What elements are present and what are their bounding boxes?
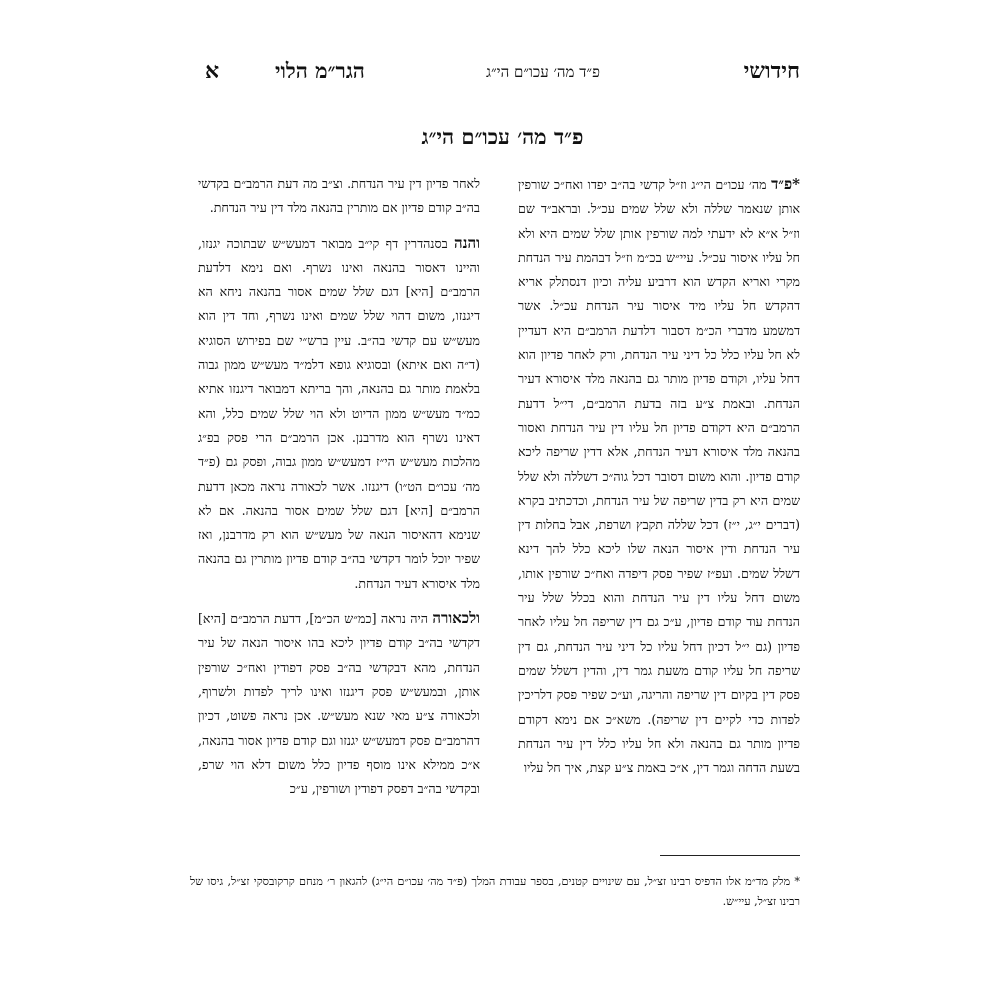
paragraph-text: לאחר פדיון דין עיר הנדחת. וצ״ב מה דעת הרמב״ם בקדשי בה״ב קודם פדיון אם מותרין בהנאה מלד דין עיר הנדחת. <box>198 176 480 216</box>
running-head-book-title: חידושי <box>743 58 800 84</box>
paragraph-text: בסנהדרין דף קי״ב מבואר דמעש״ש שבתוכה יגנזו, והיינו דאסור בהנאה ואינו נשרף. ואם נימא דלדעת הרמב״ם [היא] דגם שלל שמים אסור בהנאה ניחא הא דיגנזו, משום דהוי שלל שמים ואינו נשרף, וחד דין הוא מעש״ש עם קדשי בה״ב. עיין ברש״י שם בפירוש הסוגיא (ד״ה ואם איתא) ובסוגיא גופא דלמ״ד מעש״ש ממון גבוה בלאמת מותר גם בהנאה, והך בריתא דמבואר דיגנזו אתיא כמ״ד מעש״ש ממון הדיוט ולא הוי שלל שמים כלל, והא דאינו נשרף הוא מדרבנן. אכן הרמב״ם הרי פסק בפ״ג מהלכות מעש״ש הי״ז דמעש״ש ממון גבוה, ופסק גם (פ״ד מה׳ עכו״ם הט״ו) דיגנזו. אשר לכאורה נראה מכאן דדעת הרמב״ם [היא] דגם שלל שמים אסור בהנאה. אם לא שנימא דהאיסור הנאה של מעש״ש הוא רק מדרבנן, ואז שפיר יוכל לומר דקדשי בה״ב קודם פדיון מותרין גם בהנאה מלד איסורא דעיר הנדחת. <box>198 235 480 591</box>
running-head-author: הגר״מ הלוי <box>275 58 365 83</box>
paragraph <box>198 172 480 221</box>
paragraph-lead-word: והנה <box>454 233 480 252</box>
paragraph-text: היה נראה [כמ״ש הכ״מ], דדעת הרמב״ם [היא] דקדשי בה״ב קודם פדיון ליכא בהו איסור הנאה של עיר הנדחת, מהא דבקדשי בה״ב פסק דפודין ואח״כ שורפין אותן, ובמעש״ש פסק דיגנזו ואינו לריך לפדות ולשרוף, ולכאורה צ״ע מאי שנא מעש״ש. אכן נראה פשוט, דכיון דהרמב״ם פסק דמעש״ש יגנזו וגם קודם פדיון אסור בהנאה, א״כ ממילא אינו מוסף פדיון כלל משום דלא הוי שרפ, ובקדשי בה״ב דפסק דפודין ושורפין, ע״כ <box>198 611 480 797</box>
paragraph <box>198 231 480 596</box>
running-head <box>205 58 800 88</box>
paragraph <box>198 606 480 801</box>
text-column-right <box>518 172 800 852</box>
page-number: א <box>205 58 220 84</box>
paragraph-lead-word: *פ״ד <box>771 175 800 193</box>
text-column-left <box>198 172 480 862</box>
paragraph-text: מה׳ עכו״ם הי״ג וז״ל קדשי בה״ב יפדו ואח״כ שורפין אותן שנאמר שללה ולא שלל שמים עכ״ל. ובראב״ד שם וז״ל א״א לא ידעתי למה שורפין אותן שלל שמים היא ולא חל עליו איסור עכ״ל. עיי״ש בכ״מ וז״ל דבהמת עיר הנדחת מקרי ואריא הקדש הוא דרביע עליה וכיון דנסתלק אריא דהקדש חל עליו מיד איסור עיר הנדחת עכ״ל. אשר דמשמע מדברי הכ״מ דסבור דלדעת הרמב״ם היא דעדיין לא חל עליו כלל כל דיני עיר הנדחת, ורק לאחר פדיון הוא דחל עליו, וקודם פדיון מותר גם בהנאה מלד איסורא דעיר הנדחת. ובאמת צ״ע בזה בדעת הרמב״ם, די״ל דדעת הרמב״ם היא דקודם פדיון חל עליו דין עיר הנדחת ואסור בהנאה מלד איסורא דעיר הנדחת, אלא דדין שריפה ליכא קודם פדיון. והוא משום דסובר דכל גוה״כ דשללה ולא שלל שמים היא רק בדין שריפה של עיר הנדחת, וכדכתיב בקרא (דברים י״ג, י״ז) דכל שללה תקבץ ושרפת, אבל בחלות דין עיר הנדחת ודין איסור הנאה שלו ליכא כלל להך דינא דשלל שמים. ועפ״ז שפיר פסק דיפדה ואח״כ שורפין אותו, משום דחל עליו דין עיר הנדחת והוא בכלל שלל עיר הנדחת עוד קודם פדיון, ע״כ גם דין שריפה חל עליו לאחר פדיון (גם י״ל דכיון דחל עליו כל דיני עיר הנדחת, גם דין שריפה חל עליו קודם משעת גמר דין, והדין דשלל שמים פסק דין בקיום דין שריפה והריגה, וע״כ שפיר פסק דלריכין לפדות כדי לקיים דין שריפה). משא״כ אם נימא דקודם פדיון מותר גם בהנאה ולא חל עליו כלל דין עיר הנדחת בשעת הדחה וגמר דין, א״כ באמת צ״ע קצת, איך חל עליו <box>518 177 800 776</box>
footnote-rule <box>660 855 800 856</box>
paragraph <box>518 172 800 780</box>
running-head-section: פ״ד מה׳ עכו״ם הי״ג <box>486 63 600 81</box>
chapter-title: פ״ד מה׳ עכו״ם הי״ג <box>421 124 584 149</box>
paragraph-lead-word: ולכאורה <box>432 609 480 628</box>
footnote: * מלק מד״מ אלו הדפיס רבינו זצ״ל, עם שינויים קטנים, בספר עבודת המלך (פ״ד מה׳ עכו״ם הי״ג) להגאון ר׳ מנחם קרקובסקי זצ״ל, גיסו של רבינו זצ״ל, עיי״ש. <box>190 875 801 908</box>
